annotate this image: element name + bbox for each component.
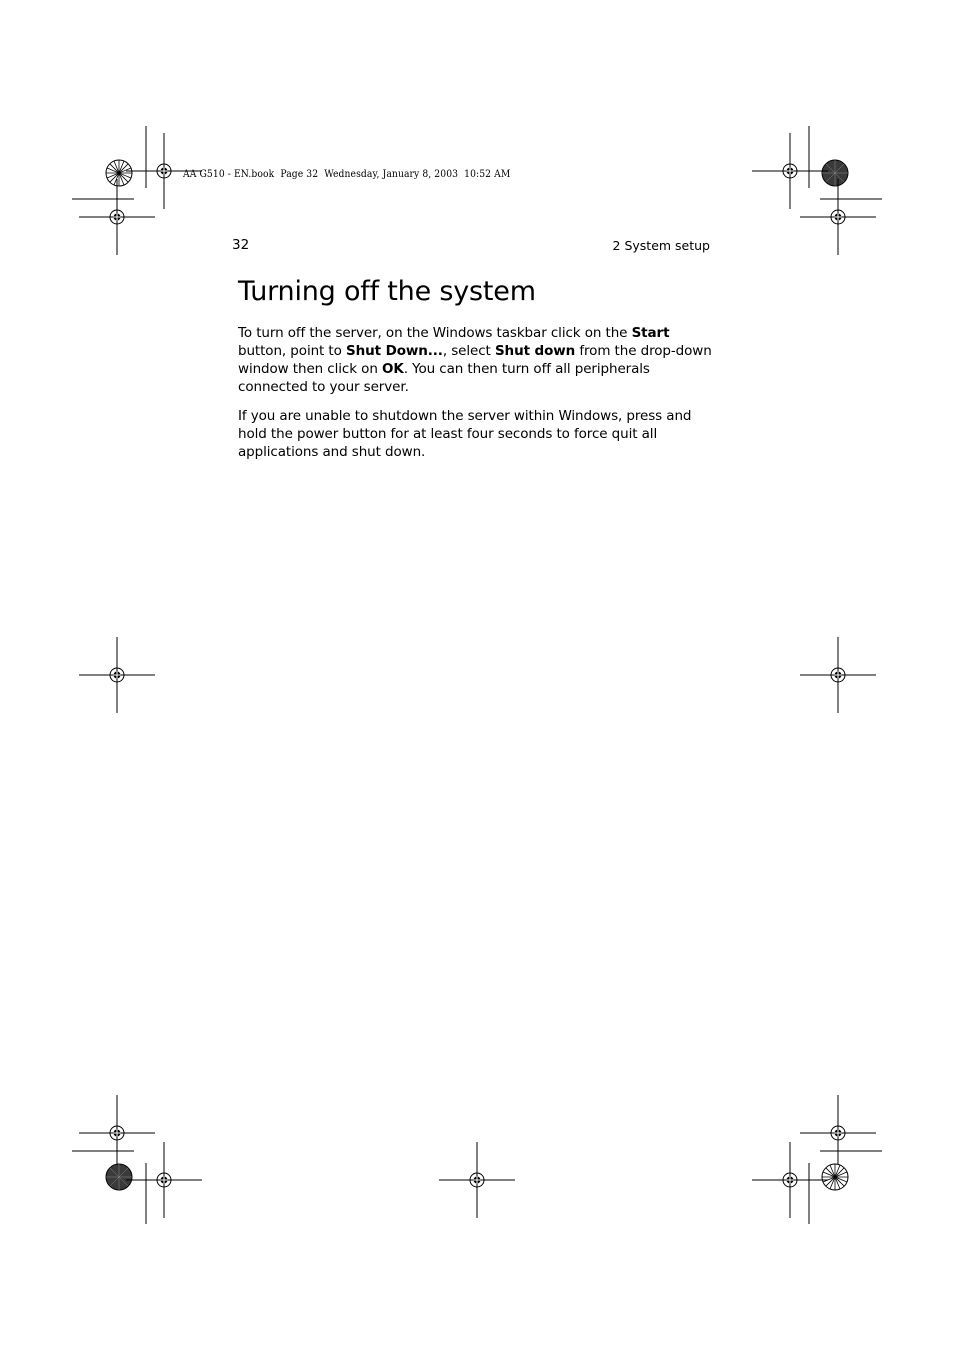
registration-mark-icon	[79, 179, 155, 255]
color-bar-star-icon	[106, 1164, 132, 1190]
registration-mark-icon	[752, 133, 828, 209]
text-run: button, point to	[238, 343, 346, 359]
paragraph-shutdown-steps	[238, 324, 712, 396]
text-run: To turn off the server, on the Windows taskbar click on the	[238, 325, 632, 341]
color-bar-star-icon	[822, 160, 848, 186]
registration-mark-icon	[439, 1142, 515, 1218]
registration-mark-icon	[800, 1095, 876, 1171]
registration-mark-icon	[800, 179, 876, 255]
print-slug-line: AA G510 - EN.book Page 32 Wednesday, January 8, 2003 10:52 AM	[183, 169, 511, 180]
text-run: . You can then turn off all peripherals connected to your server.	[238, 361, 650, 395]
ok-term: OK	[381, 361, 404, 377]
registration-mark-icon	[752, 1142, 828, 1218]
shut-down-option-term: Shut down	[494, 343, 576, 359]
text-run: , select	[442, 343, 495, 359]
running-head: 2 System setup	[612, 238, 710, 253]
start-term: Start	[631, 325, 670, 341]
text-run: from the drop-down window then click on	[238, 343, 712, 377]
registration-mark-icon	[126, 1142, 202, 1218]
registration-mark-icon	[79, 637, 155, 713]
registration-mark-icon	[79, 1095, 155, 1171]
body-text	[238, 324, 712, 472]
section-title: Turning off the system	[238, 276, 536, 307]
registration-mark-icon	[800, 637, 876, 713]
page-number: 32	[232, 237, 250, 253]
shut-down-menu-term: Shut Down...	[345, 343, 443, 359]
paragraph-force-shutdown: If you are unable to shutdown the server within Windows, press and hold the power button for at least four seconds to force quit all applications and shut down.	[238, 408, 692, 460]
color-bar-star-icon	[822, 1164, 848, 1190]
color-bar-star-icon	[106, 160, 132, 186]
